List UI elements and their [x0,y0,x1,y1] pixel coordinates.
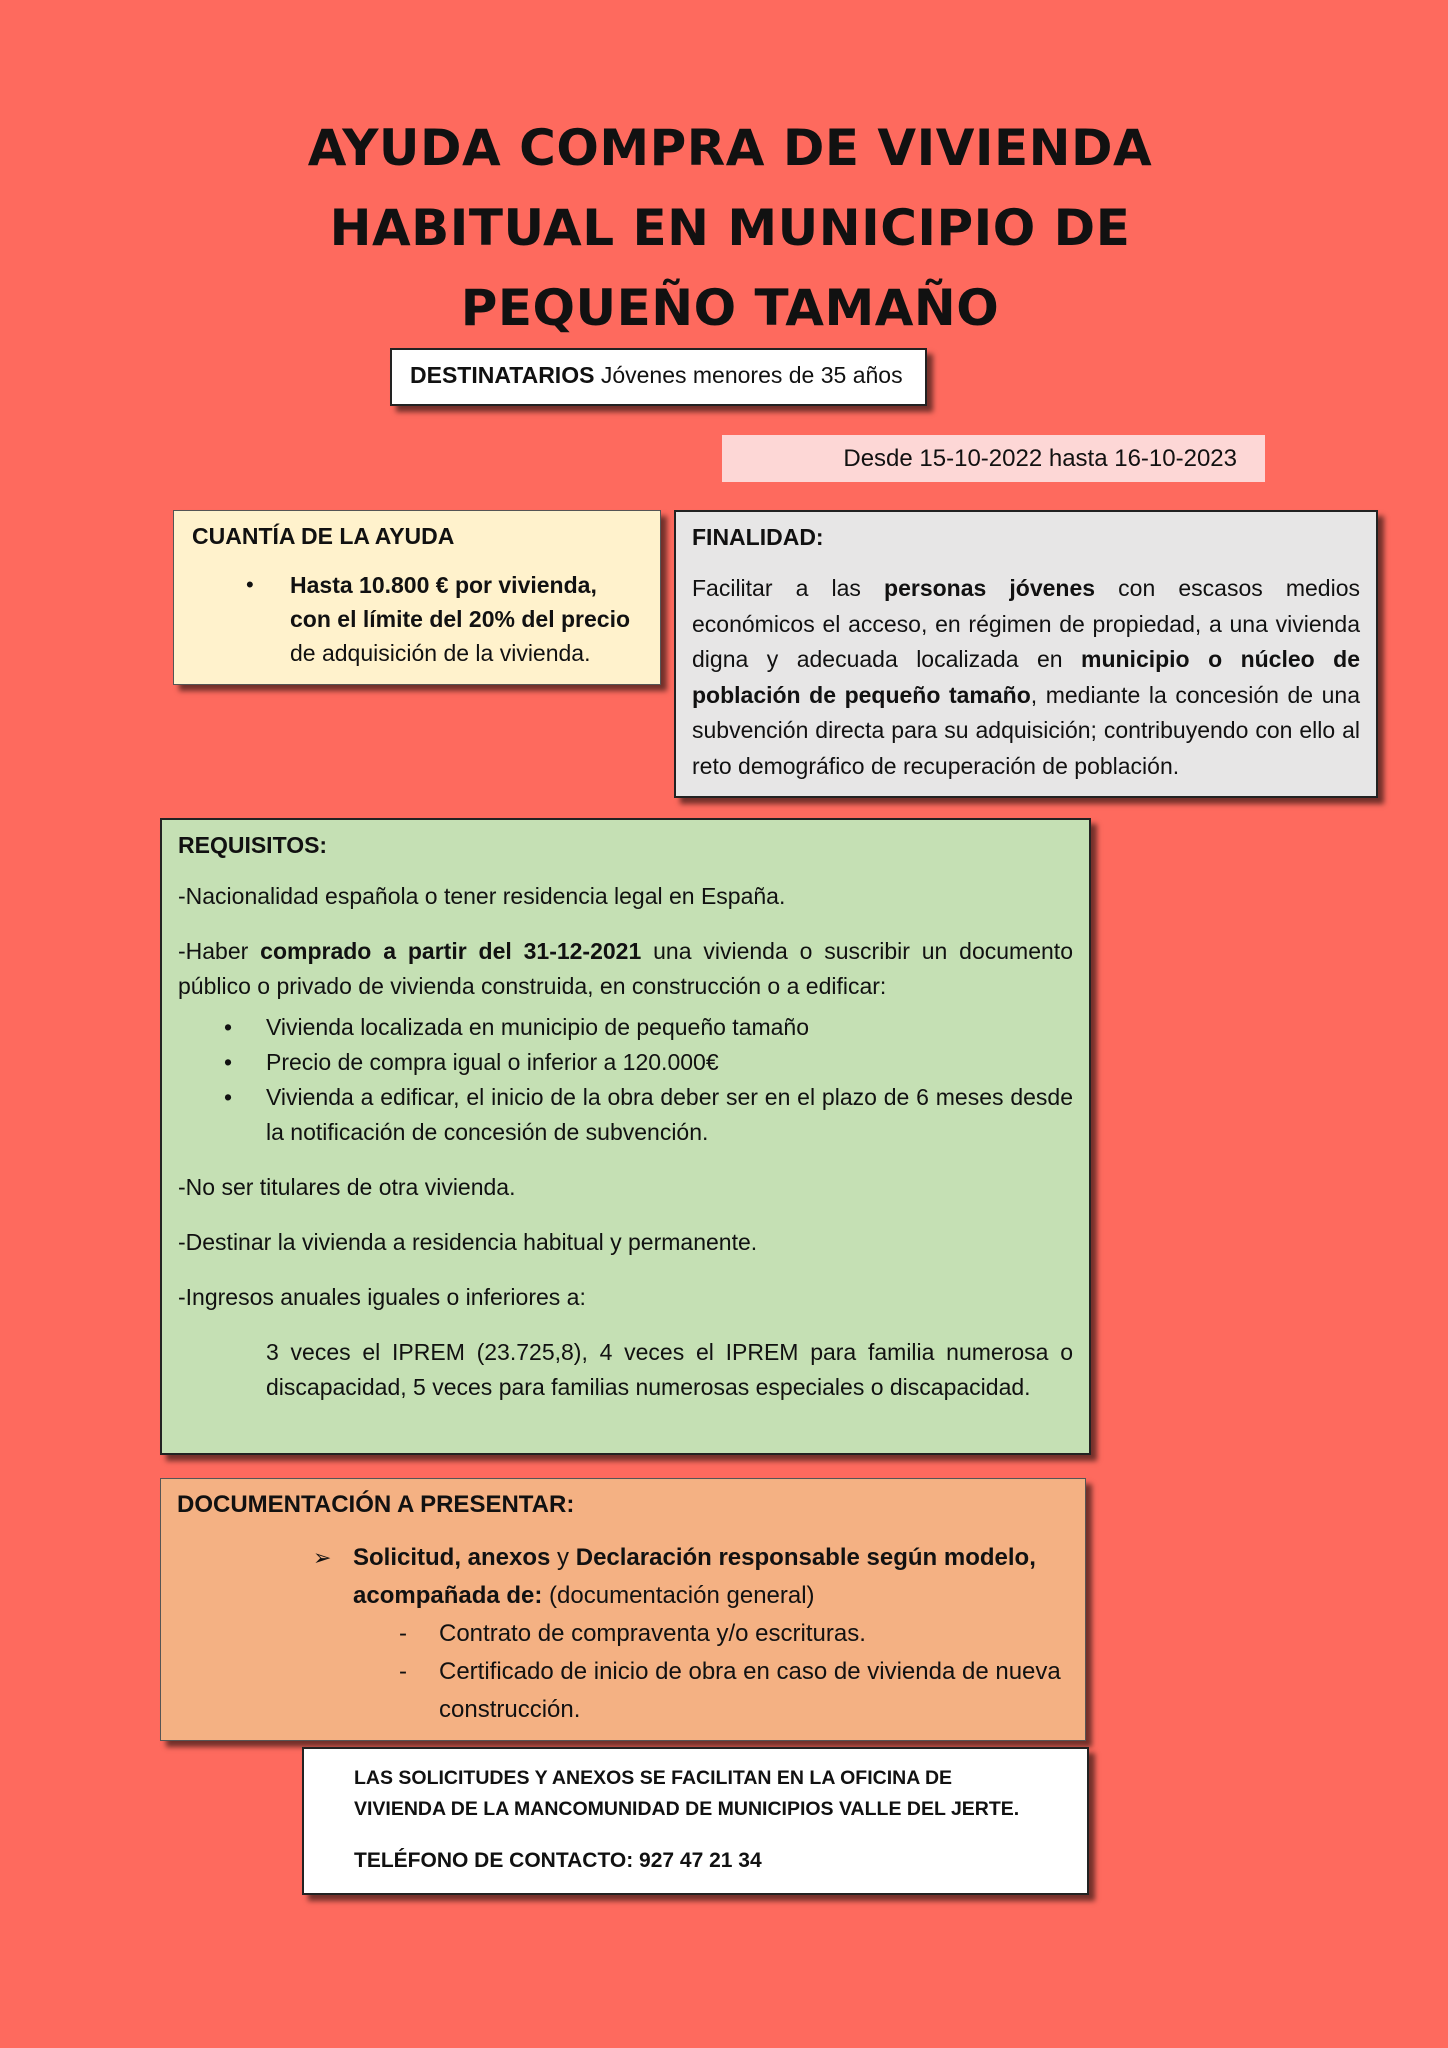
cuantia-box [173,510,661,685]
cuantia-title: CUANTÍA DE LA AYUDA [192,523,455,549]
requisito-compra-c: una vivienda o suscribir un documento público o privado de vivienda construida, en construcción o a edificar: [178,938,1073,999]
finalidad-title: FINALIDAD: [692,524,824,550]
list-item: • Vivienda a edificar, el inicio de la obra deber ser en el plazo de 6 meses desde la notificación de concesión de subvención. [266,1080,1073,1150]
requisito-compra-a: -Haber [178,938,261,964]
contact-box [302,1747,1089,1895]
requisito-compra-date: comprado a partir del 31-12-2021 [260,938,642,964]
requisitos-title: REQUISITOS: [178,832,328,858]
list-item: • Vivienda localizada en municipio de pequeño tamaño [266,1010,1073,1045]
destinatarios-box [390,348,927,406]
requisito-compra [178,934,1073,1004]
finalidad-bold-1: personas jóvenes [884,575,1096,601]
requisito-titularidad: -No ser titulares de otra vivienda. [178,1174,516,1200]
contact-office-text: LAS SOLICITUDES Y ANEXOS SE FACILITAN EN LA OFICINA DE VIVIENDA DE LA MANCOMUNIDAD DE MUNICIPIOS VALLE DEL JERTE. [354,1767,1020,1820]
arrow-bullet-icon: ➢ [313,1545,332,1570]
finalidad-text-3: , mediante la concesión de una subvención directa para su adquisición; contribuyendo con ello al reto demográfico de recuperación de población. [692,681,1360,779]
cuantia-amount: Hasta 10.800 € por vivienda, con el límite del 20% del precio [290,572,631,632]
requisito-ingresos: -Ingresos anuales iguales o inferiores a: [178,1284,586,1310]
destinatarios-text: Jóvenes menores de 35 años [600,362,903,388]
cuantia-rest: de adquisición de la vivienda. [290,640,591,666]
list-item: • Precio de compra igual o inferior a 120.000€ [266,1045,1073,1080]
contact-phone: TELÉFONO DE CONTACTO: 927 47 21 34 [354,1849,762,1872]
documentacion-y: y [550,1544,576,1571]
requisito-ingresos-detalle: 3 veces el IPREM (23.725,8), 4 veces el IPREM para familia numerosa o discapacidad, 5 veces para familias numerosas especiales o discapacidad. [266,1339,1073,1400]
date-range-banner: Desde 15-10-2022 hasta 16-10-2023 [722,435,1265,482]
cuantia-list [192,568,642,670]
finalidad-text-2: con escasos medios económicos el acceso, en régimen de propiedad, a una vivienda digna y adecuada localizada en [692,575,1360,672]
cuantia-item [290,568,642,670]
requisitos-box [160,818,1091,1455]
list-item: - Contrato de compraventa y/o escrituras. [439,1615,1069,1653]
documentacion-declaracion: Declaración responsable según modelo, acompañada de: [353,1544,1036,1609]
finalidad-text-1: Facilitar a las [692,575,885,601]
documentacion-main [313,1539,1069,1729]
documentacion-list [353,1615,1069,1729]
finalidad-bold-2: municipio o núcleo de población de pequeño tamaño [692,646,1361,708]
documentacion-title: DOCUMENTACIÓN A PRESENTAR: [177,1491,575,1518]
finalidad-box [674,510,1378,798]
requisito-nacionalidad: -Nacionalidad española o tener residencia legal en España. [178,883,786,909]
title-line-2: HABITUAL EN MUNICIPIO DE [329,199,1131,257]
finalidad-text [692,571,1360,784]
title-line-1: AYUDA COMPRA DE VIVIENDA [307,119,1153,177]
requisito-residencia: -Destinar la vivienda a residencia habitual y permanente. [178,1229,758,1255]
title-line-3: PEQUEÑO TAMAÑO [460,279,1000,337]
documentacion-solicitud: Solicitud, anexos [353,1544,551,1571]
documentacion-box [160,1478,1086,1741]
destinatarios-label: DESTINATARIOS [410,362,595,388]
documentacion-general: (documentación general) [542,1582,815,1609]
page-title [180,108,1280,348]
requisito-compra-list [178,1010,1073,1150]
list-item: - Certificado de inicio de obra en caso de vivienda de nueva construcción. [439,1653,1069,1729]
